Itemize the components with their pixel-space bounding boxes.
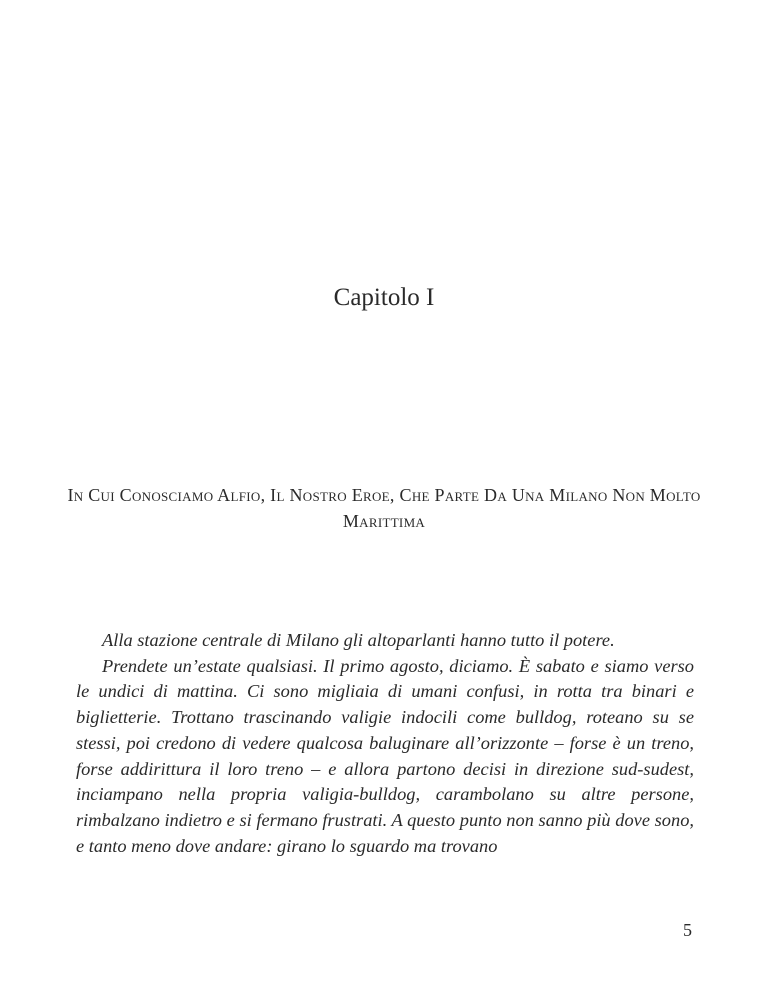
chapter-subtitle: In Cui Conosciamo Alfio, Il Nostro Eroe, Che Parte Da Una Milano Non Molto Marittima	[67, 485, 701, 531]
chapter-title: Capitolo I	[333, 284, 435, 311]
body-text	[76, 628, 694, 859]
paragraph: Prendete un’estate qualsiasi. Il primo agosto, diciamo. È sabato e siamo verso le undici di mattina. Ci sono migliaia di umani confusi, in rotta tra binari e biglietterie. Trottano trascinando valigie indocili come bulldog, roteano su se stessi, poi credono di vedere qualcosa baluginare all’orizzonte – forse è un treno, forse addirittura il loro treno – e allora partono decisi in direzione sud-sudest, inciampano nella propria valigia-bulldog, carambolano su altre persone, rimbalzano indietro e si fermano frustrati. A questo punto non sanno più dove sono, e tanto meno dove andare: girano lo sguardo ma trovano	[76, 655, 694, 856]
paragraph: Alla stazione centrale di Milano gli altoparlanti hanno tutto il potere.	[102, 630, 615, 650]
page-number: 5	[683, 920, 692, 940]
